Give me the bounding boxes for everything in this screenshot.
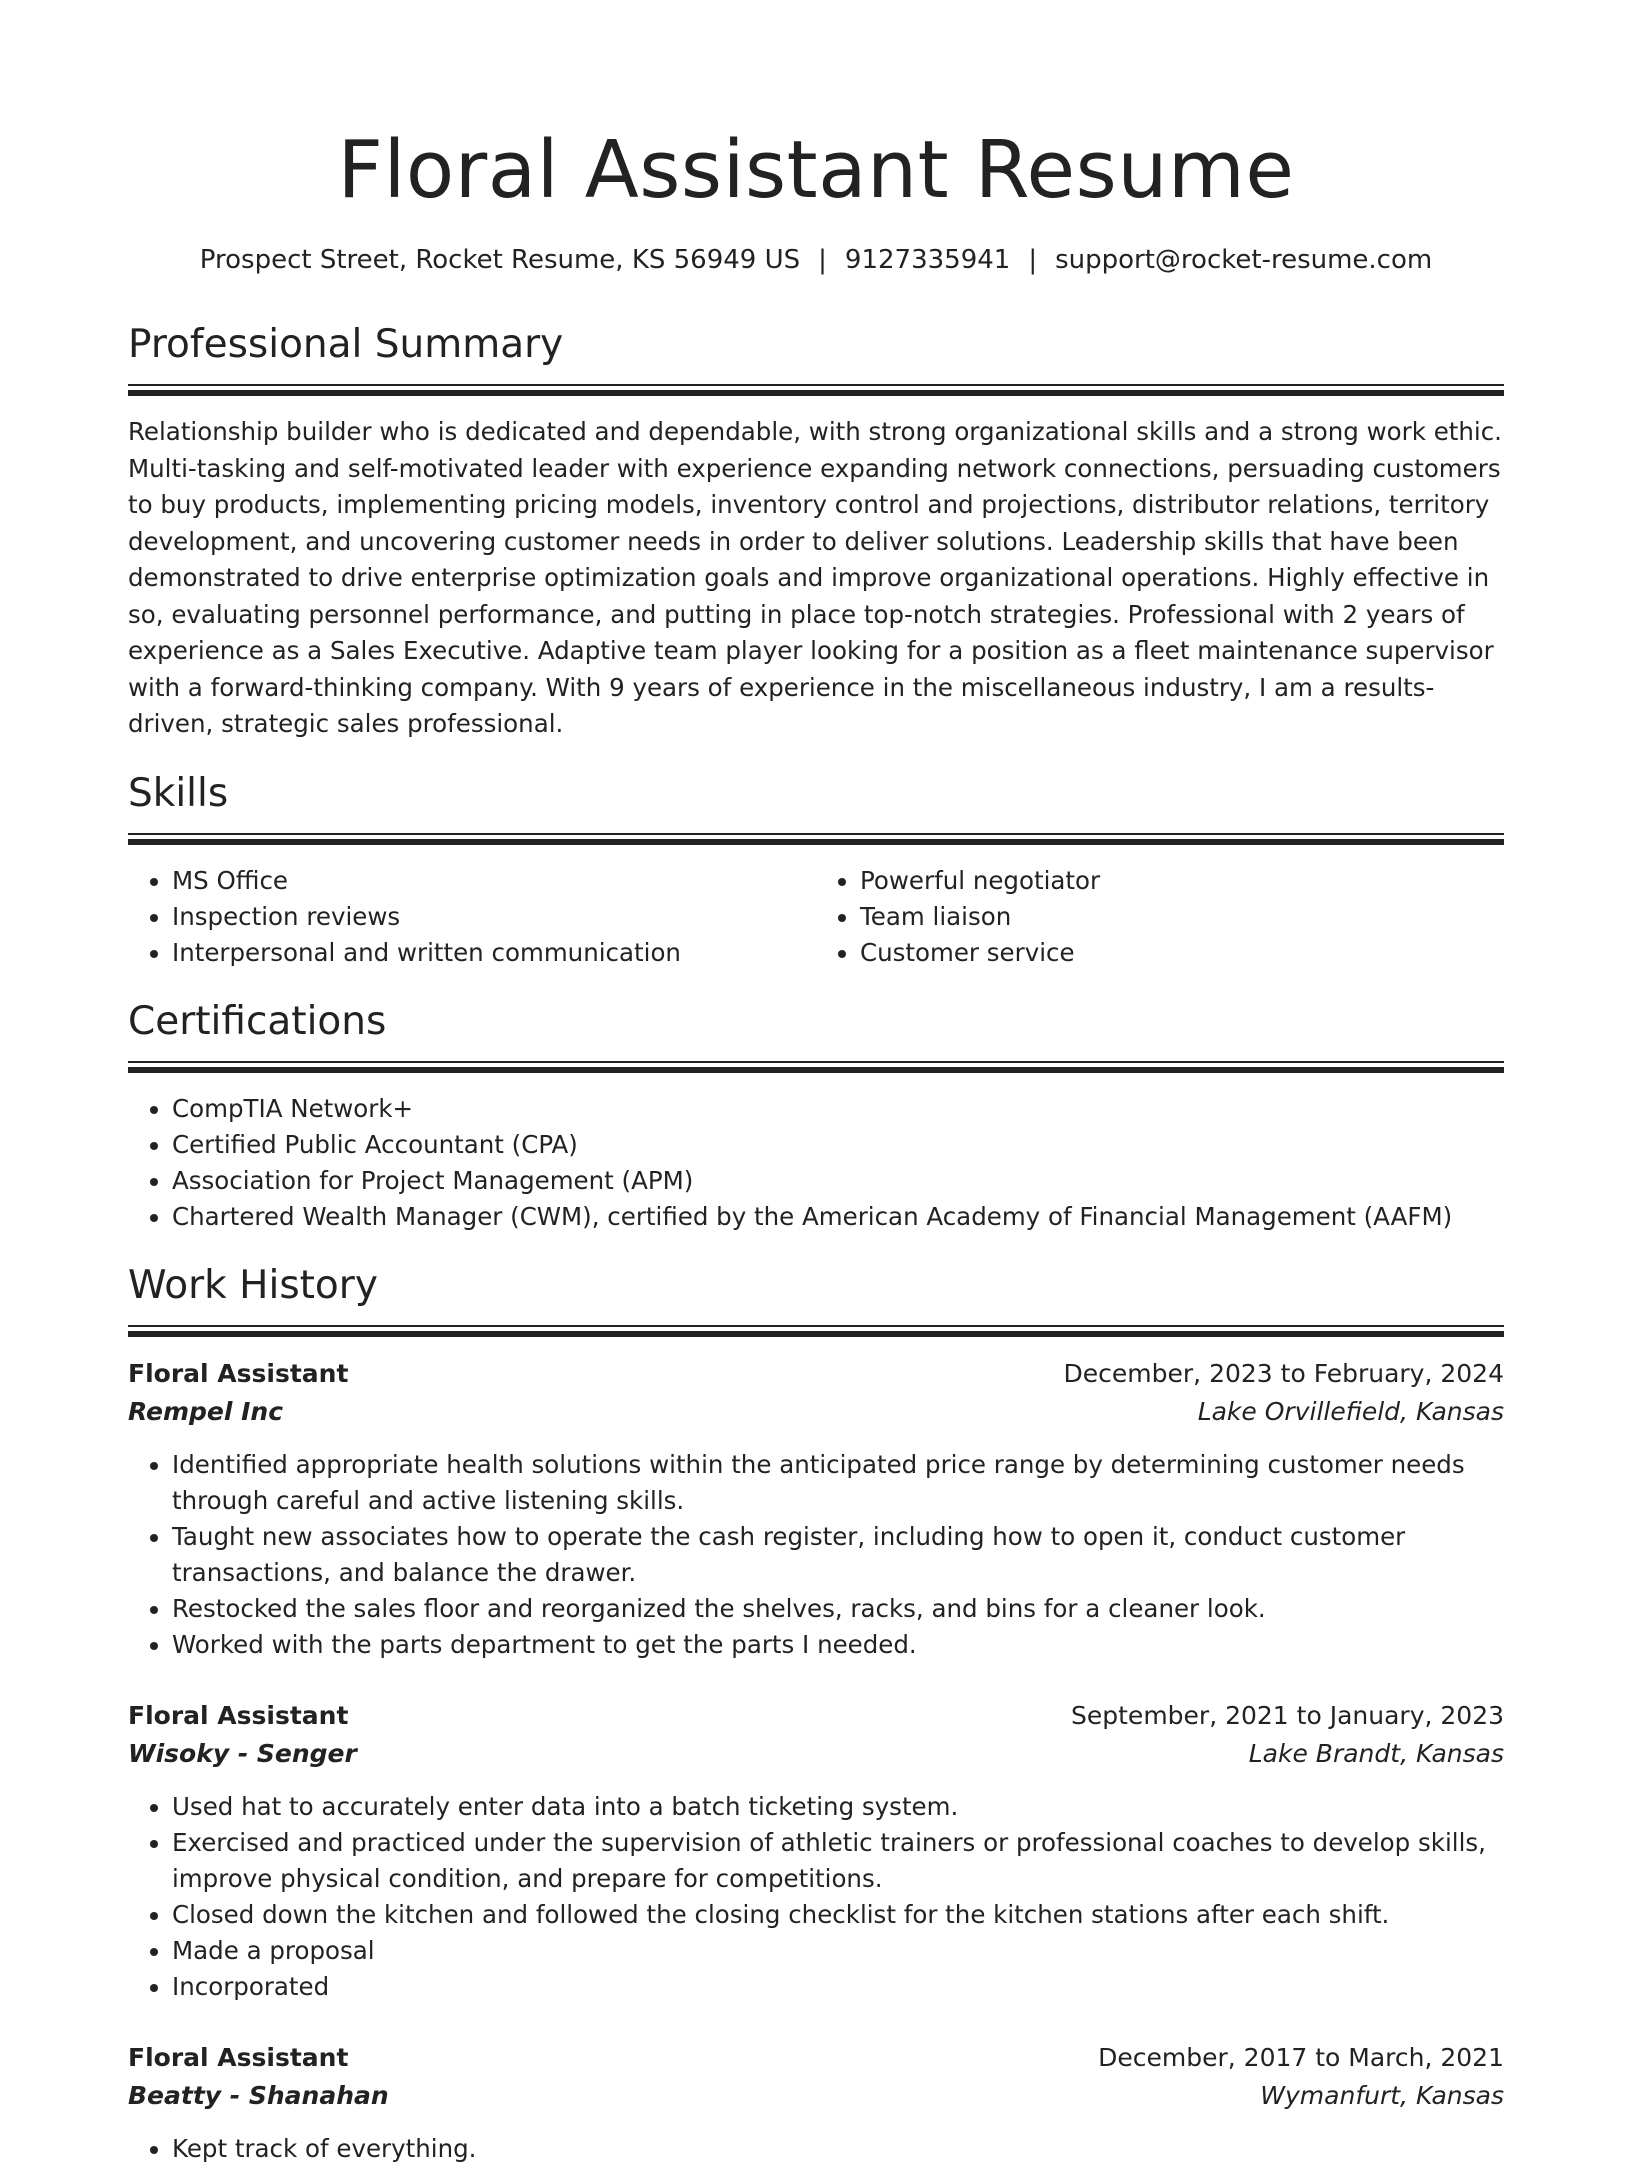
section-divider bbox=[128, 384, 1504, 396]
job-subheader bbox=[128, 1735, 1504, 1773]
job-title: Floral Assistant bbox=[128, 1700, 349, 1730]
job-duty: • Exercised and practiced under the supervision of athletic trainers or professional coaches to develop skills, improve physical condition, and prepare for competitions. bbox=[172, 1825, 1504, 1897]
job-duties-list bbox=[128, 1789, 1504, 2005]
resume-content bbox=[128, 0, 1504, 2167]
work-history-heading: Work History bbox=[128, 1262, 378, 1308]
work-history-section bbox=[128, 1261, 1504, 2167]
certification-item: • Association for Project Management (APM) bbox=[172, 1163, 1504, 1199]
certification-item: • CompTIA Network+ bbox=[172, 1091, 1504, 1127]
certifications-heading: Certifications bbox=[128, 998, 387, 1044]
skill-item: • Customer service bbox=[860, 935, 1504, 971]
job-title: Floral Assistant bbox=[128, 2042, 349, 2072]
contact-line bbox=[128, 242, 1504, 278]
job-header bbox=[128, 1697, 1504, 1735]
skills-right-column bbox=[816, 863, 1504, 971]
skill-item: • Inspection reviews bbox=[172, 899, 816, 935]
job-company: Beatty - Shanahan bbox=[128, 2080, 389, 2110]
job-entry bbox=[128, 2039, 1504, 2167]
summary-heading: Professional Summary bbox=[128, 322, 564, 367]
job-entry bbox=[128, 1697, 1504, 2005]
job-duty: • Restocked the sales floor and reorganized the shelves, racks, and bins for a cleaner look. bbox=[172, 1591, 1504, 1627]
job-duty: • Kept track of everything. bbox=[172, 2131, 1504, 2167]
skill-item: • MS Office bbox=[172, 863, 816, 899]
contact-email: support@rocket-resume.com bbox=[1055, 245, 1433, 275]
contact-separator: | bbox=[1028, 245, 1038, 275]
contact-phone: 9127335941 bbox=[844, 245, 1011, 275]
job-duty: • Incorporated bbox=[172, 1969, 1504, 2005]
job-location: Lake Orvillefield, Kansas bbox=[1197, 1396, 1504, 1426]
job-subheader bbox=[128, 1393, 1504, 1431]
job-duty: • Identified appropriate health solutions within the anticipated price range by determining customer needs through careful and active listening skills. bbox=[172, 1447, 1504, 1519]
skill-item: • Team liaison bbox=[860, 899, 1504, 935]
skills-section bbox=[128, 769, 1504, 971]
job-company: Wisoky - Senger bbox=[128, 1738, 357, 1768]
job-company: Rempel Inc bbox=[128, 1396, 284, 1426]
job-location: Lake Brandt, Kansas bbox=[1248, 1738, 1504, 1768]
skill-item: • Interpersonal and written communication bbox=[172, 935, 816, 971]
summary-text: Relationship builder who is dedicated and dependable, with strong organizational skills and a strong work ethic. Multi-tasking and self-motivated leader with experience expanding network connections, persuading customers to buy products, implementing pricing models, inventory control and projections, distributor relations, territory development, and uncovering customer needs in order to deliver solutions. Leadership skills that have been demonstrated to drive enterprise optimization goals and improve organizational operations. Highly effective in so, evaluating personnel performance, and putting in place top-notch strategies. Professional with 2 years of experience as a Sales Executive. Adaptive team player looking for a position as a fleet maintenance supervisor with a forward-thinking company. With 9 years of experience in the miscellaneous industry, I am a results-driven, strategic sales professional. bbox=[128, 417, 1502, 738]
job-duty: • Taught new associates how to operate the cash register, including how to open it, conduct customer transactions, and balance the drawer. bbox=[172, 1519, 1504, 1591]
job-duties-list bbox=[128, 1447, 1504, 1663]
job-duty: • Worked with the parts department to get the parts I needed. bbox=[172, 1627, 1504, 1663]
summary-section bbox=[128, 320, 1504, 743]
skills-left-column bbox=[128, 863, 816, 971]
contact-address: Prospect Street, Rocket Resume, KS 56949 US bbox=[199, 245, 801, 275]
job-header bbox=[128, 2039, 1504, 2077]
contact-separator: | bbox=[818, 245, 827, 275]
job-header bbox=[128, 1355, 1504, 1393]
job-subheader bbox=[128, 2077, 1504, 2115]
skill-item: • Powerful negotiator bbox=[860, 863, 1504, 899]
certification-item: • Certified Public Accountant (CPA) bbox=[172, 1127, 1504, 1163]
resume-name: Floral Assistant Resume bbox=[337, 124, 1295, 216]
job-dates: September, 2021 to January, 2023 bbox=[1071, 1700, 1504, 1730]
job-entry bbox=[128, 1355, 1504, 1663]
job-dates: December, 2023 to February, 2024 bbox=[1063, 1358, 1504, 1388]
certifications-list bbox=[128, 1091, 1504, 1235]
certifications-section bbox=[128, 997, 1504, 1235]
job-duty: • Made a proposal bbox=[172, 1933, 1504, 1969]
certification-item: • Chartered Wealth Manager (CWM), certified by the American Academy of Financial Management (AAFM) bbox=[172, 1199, 1504, 1235]
section-divider bbox=[128, 833, 1504, 845]
job-dates: December, 2017 to March, 2021 bbox=[1098, 2042, 1504, 2072]
job-location: Wymanfurt, Kansas bbox=[1260, 2080, 1504, 2110]
job-duty: • Closed down the kitchen and followed the closing checklist for the kitchen stations after each shift. bbox=[172, 1897, 1504, 1933]
section-divider bbox=[128, 1061, 1504, 1073]
job-duty: • Used hat to accurately enter data into a batch ticketing system. bbox=[172, 1789, 1504, 1825]
skills-columns bbox=[128, 863, 1504, 971]
skills-heading: Skills bbox=[128, 770, 229, 816]
section-divider bbox=[128, 1325, 1504, 1337]
job-title: Floral Assistant bbox=[128, 1358, 349, 1388]
job-duties-list bbox=[128, 2131, 1504, 2167]
